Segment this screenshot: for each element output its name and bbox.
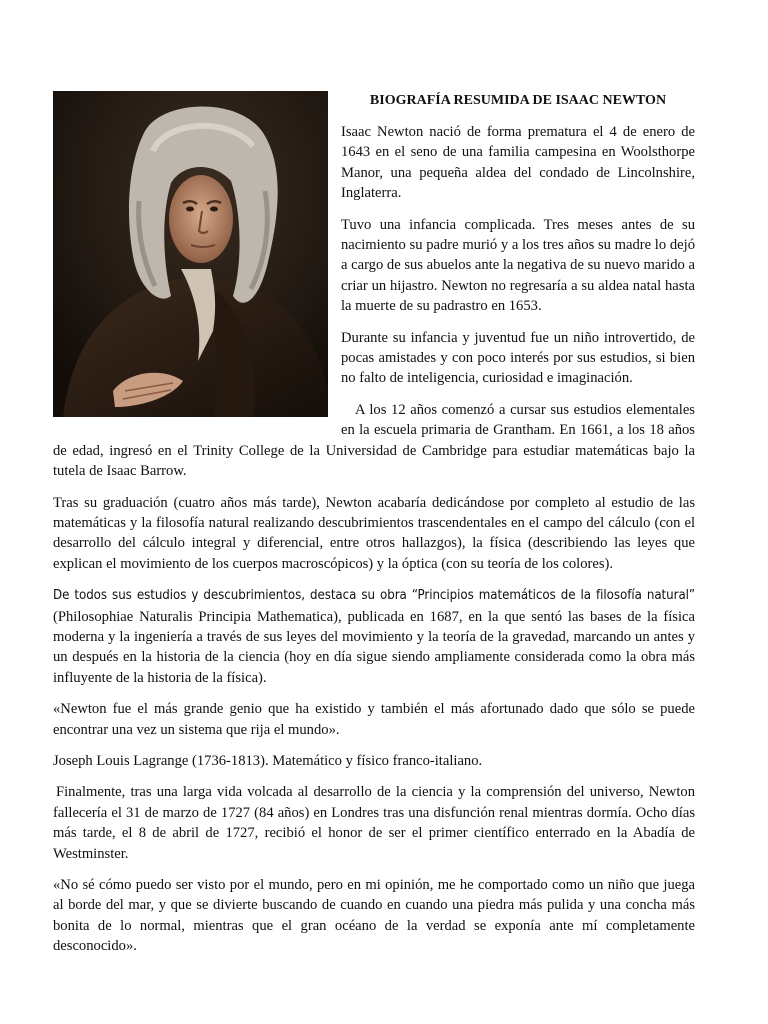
principia-lead-text: De todos sus estudios y descubrimientos, destaca su obra “Principios matemáticos de la filosofía natural”	[53, 588, 695, 604]
principia-rest-text: (Philosophiae Naturalis Principia Mathematica), publicada en 1687, en la que sentó las bases de la física moderna y la ingeniería a través de sus leyes del movimiento y la teoría de la gravedad, marcando un antes y un después en la historia de la ciencia (hoy en día sigue siendo ampliamente considerada como la obra más influyente de la historia de la física).	[53, 608, 695, 686]
newton-portrait-image	[53, 91, 328, 417]
paragraph-birth: Isaac Newton nació de forma prematura el 4 de enero de 1643 en el seno de una familia campesina en Woolsthorpe Manor, una pequeña aldea del condado de Lincolnshire, Inglaterra.	[341, 124, 695, 202]
document-title: BIOGRAFÍA RESUMIDA DE ISAAC NEWTON	[369, 93, 667, 108]
paragraph-discoveries: Tras su graduación (cuatro años más tarde), Newton acabaría dedicándose por completo al estudio de las matemáticas y la filosofía natural realizando descubrimientos trascendentales en el campo del cálculo (con el desarrollo del cálculo integral y diferencial, entre otros hallazgos), la física (describiendo las leyes que explican el movimiento de los cuerpos macroscópicos) y la óptica (con su teoría de los colores).	[53, 494, 695, 572]
paragraph-principia	[53, 585, 695, 688]
paragraph-education: A los 12 años comenzó a cursar sus estudios elementales en la escuela primaria de Grantham. En 1661, a los 18 años de edad, ingresó en el Trinity College de la Universidad de Cambridge para estudiar matemáticas bajo la tutela de Isaac Barrow.	[53, 401, 695, 480]
paragraph-childhood: Tuvo una infancia complicada. Tres meses antes de su nacimiento su padre murió y a los tres años su madre lo dejó a cargo de sus abuelos ante la negativa de su nuevo marido a criar un hijastro. Newton no regresaría a su aldea natal hasta la muerte de su padrastro en 1653.	[341, 216, 695, 315]
newton-portrait-drawing	[53, 91, 328, 417]
quote-attribution-lagrange: Joseph Louis Lagrange (1736-1813). Matemático y físico franco-italiano.	[53, 752, 483, 769]
quote-newton: «No sé cómo puedo ser visto por el mundo, pero en mi opinión, me he comportado como un niño que juega al borde del mar, y que se divierte buscando de cuando en cuando una piedra más pulida y una concha más bonita de lo normal, mientras que el gran océano de la verdad se exponía ante mí completamente desconocido».	[53, 877, 695, 955]
paragraph-death: Finalmente, tras una larga vida volcada al desarrollo de la ciencia y la comprensión del universo, Newton fallecería el 31 de marzo de 1727 (84 años) en Londres tras una disfunción renal mientras dormía. Ocho días más tarde, el 8 de abril de 1727, recibió el honor de ser el primer científico enterrado en la Abadía de Westminster.	[53, 784, 695, 862]
paragraph-youth: Durante su infancia y juventud fue un niño introvertido, de pocas amistades y con poco interés por sus estudios, si bien no falto de inteligencia, curiosidad e imaginación.	[341, 329, 695, 387]
quote-lagrange: «Newton fue el más grande genio que ha existido y también el más afortunado dado que sólo se puede encontrar una vez un sistema que rija el mundo».	[53, 701, 695, 738]
